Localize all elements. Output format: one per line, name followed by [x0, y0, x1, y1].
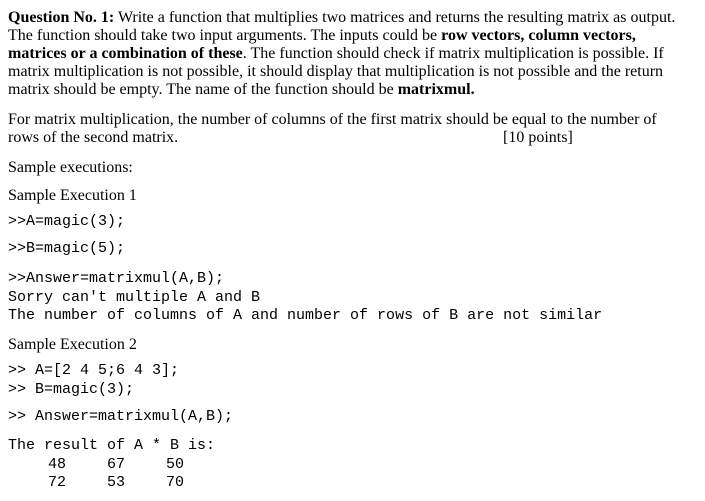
matrix-cell: 50 — [166, 456, 185, 473]
question-line-3: matrices or a combination of these. The function should check if matrix multiplication is possible. If — [8, 45, 664, 62]
execution-2-title: Sample Execution 2 — [8, 336, 137, 353]
execution-2-cmd-answer: >> Answer=matrixmul(A,B); — [8, 408, 234, 425]
rule-line-2: rows of the second matrix. [10 points] — [8, 129, 573, 146]
question-line-4: matrix multiplication is not possible, it should display that multiplication is not possible and the return — [8, 63, 664, 80]
execution-2-result-heading: The result of A * B is: — [8, 437, 216, 454]
execution-1-output-1: Sorry can't multiple A and B — [8, 289, 261, 306]
question-line-5: matrix should be empty. The name of the function should be matrixmul. — [8, 81, 475, 98]
rule-line-1: For matrix multiplication, the number of columns of the first matrix should be equal to the number of — [8, 111, 657, 128]
matrix-cell: 67 — [107, 456, 126, 473]
question-line-2: The function should take two input arguments. The inputs could be row vectors, column vectors, — [8, 27, 636, 44]
execution-1-output-2: The number of columns of A and number of rows of B are not similar — [8, 307, 603, 324]
question-label: Question No. 1: — [8, 9, 115, 26]
matrix-cell: 53 — [107, 474, 126, 491]
matrix-cell: 72 — [48, 474, 67, 491]
matrix-cell: 70 — [166, 474, 185, 491]
execution-1-title: Sample Execution 1 — [8, 187, 137, 204]
question-line-1: Question No. 1: Write a function that multiplies two matrices and returns the resulting matrix as output. — [8, 9, 676, 26]
points-label: [10 points] — [503, 129, 573, 146]
matrix-cell: 48 — [48, 456, 67, 473]
samples-heading: Sample executions: — [8, 159, 133, 176]
execution-2-cmd-a: >> A=[2 4 5;6 4 3]; — [8, 362, 180, 379]
function-name: matrixmul. — [397, 81, 475, 98]
execution-1-cmd-a: >>A=magic(3); — [8, 213, 126, 230]
execution-1-cmd-answer: >>Answer=matrixmul(A,B); — [8, 270, 225, 287]
execution-1-cmd-b: >>B=magic(5); — [8, 240, 126, 257]
execution-2-cmd-b: >> B=magic(3); — [8, 381, 135, 398]
